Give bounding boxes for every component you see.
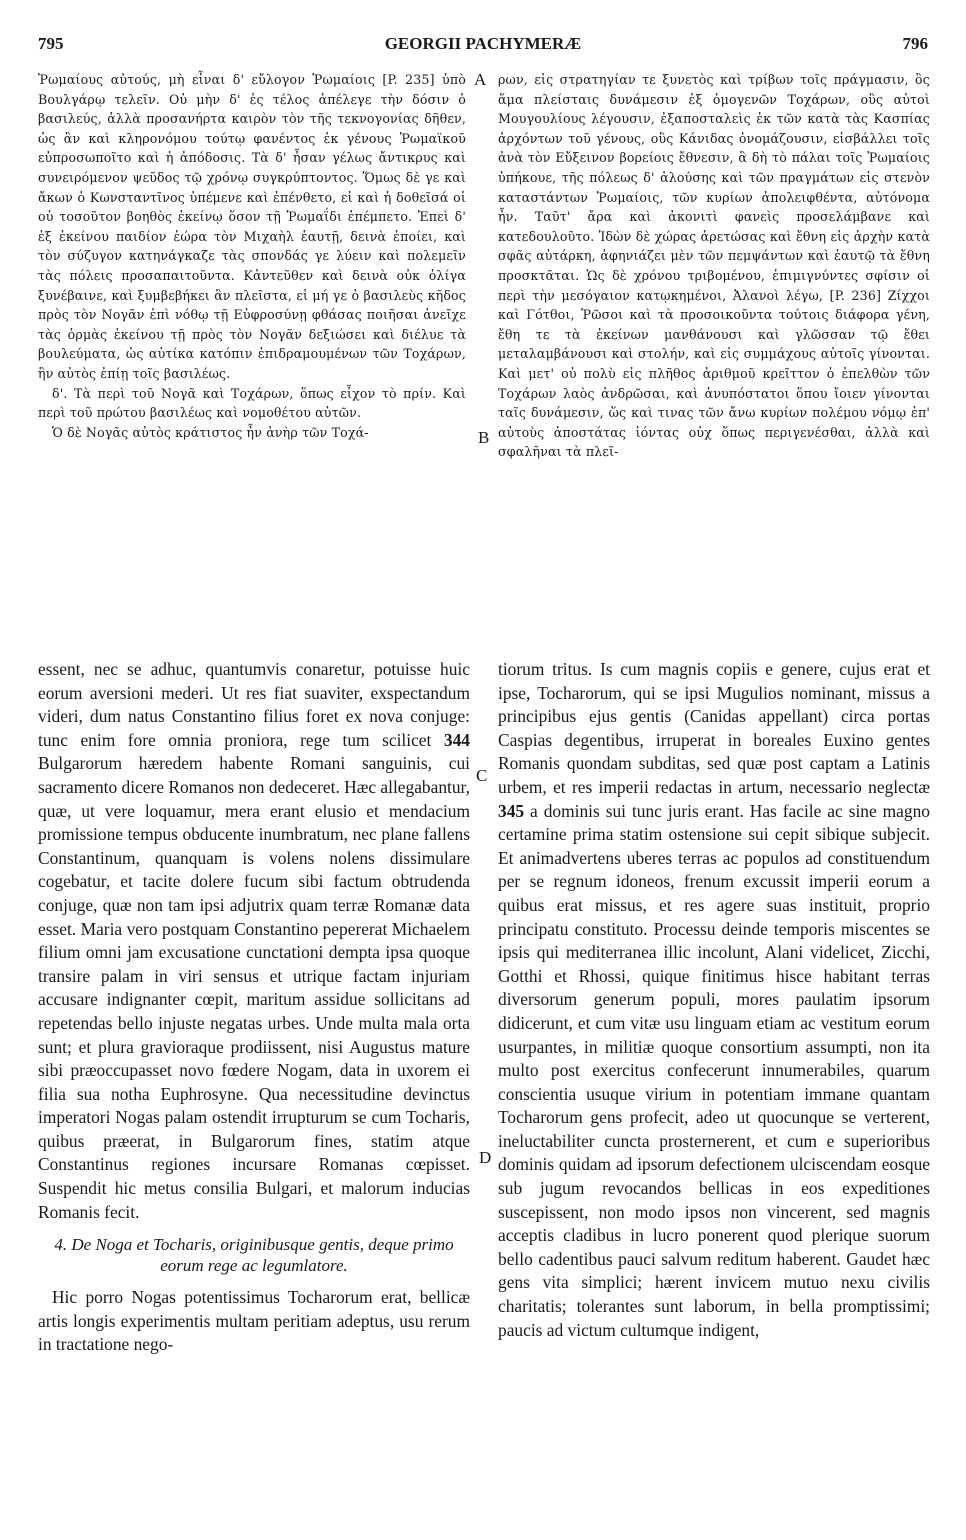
latin-text: tiorum tritus. Is cum magnis copiis e genere, cujus erat et ipse, Tocharorum, qui se ipsi Mugulios nominant, missus a principibus ejus gentis (Canidas appellant) circa portas Caspias degentibus, irruperat in boreales Euxino gentes Romanis quondam subditas, sed quæ post captam a Latinis urbem, et res imperii redactas in artum, necessario neglectæ: [498, 659, 930, 797]
column-number: 345: [498, 800, 525, 821]
page-number-left: 795: [38, 34, 64, 53]
page-number-right: 796: [902, 34, 928, 53]
greek-paragraph: Ῥωμαίους αὐτούς, μὴ εἶναι δ' εὔλογον Ῥωμαίοις [P. 235] ὑπὸ Βουλγάρῳ τελεῖν. Οὐ μὴν δ' ἐς τέλος ἀπέλεγε τὴν δόσιν ὁ βασιλεύς, ἀλλὰ προσανήρτα καιρὸν τὸν τῆς τεκνογονίας δῆθεν, ὡς ἂν καὶ κληρονόμου τούτῳ φανέντος ἐκ γένους Ῥωμαϊκοῦ εὐπροσωποῖτο καὶ ἡ ἀπόδοσις. Τὰ δ' ἦσαν γέλως ἄντικρυς καὶ συνειρόμενον ψεῦδος τῷ χρόνῳ συγκρύπτοντος. Ὅμως δὲ γε καὶ ἄκων ὁ Κωνσταντῖνος ὑπέμενε καὶ ἐπένθετο, εἰ καὶ ἡ δοθεῖσά οἱ οὐ τοσοῦτον βοηθὸς ἐκείνῳ ὅσον τῇ Ῥωμαΐδι ἐπέμπετο. Ἐπεὶ δ' ἐξ ἐκείνου παιδίον ἑώρα τὸν Μιχαὴλ ἑαυτῇ, δεινὰ ἐποίει, καὶ τὸν σύζυγον κατηνάγκαζε τὰς σπονδάς γε λύειν καὶ πολεμεῖν τὰς πόλεις προσαπαιτοῦντα. Κἀντεῦθεν καὶ δεινὰ οὐκ ὀλίγα ξυνέβαινε, καὶ ξυμβεβήκει ἂν πλεῖστα, εἰ μή γε ὁ βασιλεὺς κῆδος πρὸς τὸν Νογᾶν ἐπὶ νόθῳ τῇ Εὐφροσύνῃ φθάσας ποιῆσαι ἀνεῖχε τὰς ὁρμὰς ἐκείνου τῇ πρὸς τὸν Νογᾶν δεξιώσει καὶ διέλυε τὰ βουλεύματα, ὡς αὐτίκα κατόπιν ἐπιδραμουμένων τῶν Τοχάρων, ἣν αὐτὸς ἐπίῃ τοῖς βασιλέως.: [38, 72, 466, 381]
page-header: [38, 34, 928, 58]
latin-column-left: [38, 658, 470, 1518]
latin-column-right: [498, 658, 930, 1518]
margin-marker-c: C: [476, 766, 488, 785]
margin-marker-d: D: [479, 1148, 492, 1167]
margin-marker-a: A: [474, 70, 487, 89]
latin-text: a dominis sui tunc juris erant. Has facile ac sine magno certamine prima statim ostensione sui cepit sibique subjecit. Et animadvertens uberes terras ac populos ad constituendum per se regnum idoneos, frenum excussit imperii eorum a quibus erat missus, et res agere suas instituit, proprio principatu constituto. Processu deinde temporis miscentes se ipsis qui mediterranea illic incolunt, Alani videlicet, Zicchi, Gotthi et Rhossi, quique finitimus hisce habitant terras diversorum generum populi, mores paulatim ipsorum didicerunt, et cum vitæ usu linguam etiam ac vestitum eorum usurpantes, in militiæ quoque consortium assumpti, non ita multo post exercitus confecerunt innumerabiles, quarum conscientia usuque virium in potentiam immane quantam Tocharorum gens profecit, adeo ut quocunque se verterent, ineluctabiliter cuncta prosternerent, et cum e superioribus dominis quidam ad ipsorum defectionem ulciscendam eosque sub jugum revocandos bellicas in eos expeditiones suscepissent, non modo ipsos non vincerent, sed magnis acceptis cladibus in lucro ponerent quod plerique suorum bello cadentibus pauci salvum reditum haberent. Gaudet hæc gens vita simplici; hærent invicem mutuo nexu civilis charitatis; tolerantes sunt laborum, in bella promptissimi; paucis ad victum cultumque indigent,: [498, 800, 930, 1340]
latin-text: Bulgarorum hæredem habente Romani sanguinis, cui sacramento dicere Romanos non dedeceret. Hæc allegabantur, quæ, ut vere loquamur, mera erant elusio et mendacium promissione tempus obducente inumbratum, nec plane fallens Constantinum, quanquam is volens nolens dissimulare cogebatur, et tacite dolere fucum sibi factum obtrudenda conjuge, quæ non tam ipsi adjutrix quam terræ Romanæ data esset. Maria vero postquam Constantino pepererat Michaelem filium omni jam excusatione cunctationi dempta ipsa quoque transire palam in viri sensus et utrique factam injuriam accusare indignanter cœpit, maritum assidue sollicitans ad repetendas bello injuste negatas urbes. Unde multa mala orta sunt; et plura gravioraque prodiissent, nisi Augustus mature sibi præoccupasset novo fœdere Nogam, data in uxorem ei filia sua notha Euphrosyne. Qua necessitudine devinctus imperatori Nogas palam ostendit irrupturum se cum Tocharis, quibus præerat, in Bulgarorum fines, statim atque Constantinus regiones incursare Romanas cœpisset. Suspendit hic metus consilia Bulgari, et malorum inducias Romanis fecit.: [38, 753, 470, 1222]
latin-paragraph: Hic porro Nogas potentissimus Tocharorum erat, bellicæ artis longis experimentis multam peritiam adeptus, usu rerum in tractatione nego-: [38, 1287, 470, 1355]
greek-paragraph: ρων, εἰς στρατηγίαν τε ξυνετὸς καὶ τρίβων τοῖς πράγμασιν, ὃς ἅμα πλείσταις δυνάμεσιν ἐξ ὁμογενῶν Τοχάρων, οὓς αὐτοὶ Μουγουλίους λέγουσιν, ἐξαποσταλεὶς ἐκ τῶν κατὰ τὰς Κασπίας ἀρχόντων τοῦ γένους, οὓς Κάνιδας ὀνομάζουσιν, εἰσβάλλει τοῖς ἀνὰ τὸν Εὔξεινον βορείοις ἔθνεσιν, ἃ δὴ τὸ πάλαι τοῖς Ῥωμαίοις ὑπήκουε, τῆς πόλεως δ' ἁλούσης καὶ τῶν πραγμάτων εἰς στενὸν καταστάντων Ῥωμαίοις, τῶν κυρίων ἀπολειφθέντα, αὐτόνομα ἦν. Ταῦτ' ἄρα καὶ ἀκονιτὶ φανεὶς προσελάμβανε καὶ κατεδουλοῦτο. Ἰδὼν δὲ χώρας ἀρετώσας καὶ ἔθνη εἰς ἀρχὴν κατὰ σφᾶς αὐτάρκη, ἀφηνιάζει μὲν τῶν πεμψάντων καὶ ἑαυτῷ τὰ ἔθνη προσκτᾶται. Ὡς δὲ χρόνου τριβομένου, ἐπιμιγνύντες σφίσιν οἱ περὶ τὴν μεσόγαιον κατῳκημένοι, Ἀλανοὶ λέγω, [P. 236] Ζίχχοι καὶ Γότθοι, Ῥῶσοι καὶ τὰ προσοικοῦντα τούτοις διάφορα γένη, ἔθη τε τὰ ἐκείνων μανθάνουσι καὶ γλῶσσαν τῷ ἔθει μεταλαμβάνουσι καὶ στολήν, καὶ εἰς συμμάχους αὐτοῖς γίνονται. Καὶ μετ' οὐ πολὺ εἰς πλῆθος ἀριθμοῦ κρεῖττον ὁ ἐπελθὼν τῶν Τοχάρων λαὸς ἀνδρῶσαι, καὶ ἀνυπόστατοι ὅπου ἴοιεν γίνονται ταῖς δυνάμεσιν, ὥς καὶ τινας τῶν ἄνω κυρίων πολέμου νόμῳ ἐπ' αὐτοὺς ἀποστάτας ἰόντας οὐχ ὅπως περιγενέσθαι, ἀλλὰ καὶ σφαλῆναι τὰ πλεῖ-: [498, 72, 930, 460]
greek-chapter-heading: δ'. Τὰ περὶ τοῦ Νογᾶ καὶ Τοχάρων, ὅπως εἶχον τὸ πρίν. Καὶ περὶ τοῦ πρώτου βασιλέως καὶ νομοθέτου αὐτῶν.: [38, 385, 466, 421]
column-number: 344: [443, 729, 470, 750]
greek-column-left: [38, 70, 466, 640]
margin-marker-b: B: [478, 428, 490, 447]
latin-paragraph: [38, 658, 470, 1224]
latin-paragraph: [498, 658, 930, 1342]
latin-chapter-heading: 4. De Noga et Tocharis, originibusque gentis, deque primo eorum rege ac legumlatore.: [54, 1235, 454, 1276]
greek-column-right: [498, 70, 930, 640]
latin-text: essent, nec se adhuc, quantumvis conaretur, potuisse huic eorum aversioni mederi. Ut res fiat suaviter, exspectandum videri, dum natus Constantino filius foret ex nova conjuge: tunc enim fore omnia proniora, rege tum scilicet: [38, 659, 470, 750]
greek-paragraph: Ὁ δὲ Νογᾶς αὐτὸς κράτιστος ἦν ἀνὴρ τῶν Τοχά-: [52, 424, 369, 440]
running-title: GEORGII PACHYMERÆ: [384, 34, 582, 53]
